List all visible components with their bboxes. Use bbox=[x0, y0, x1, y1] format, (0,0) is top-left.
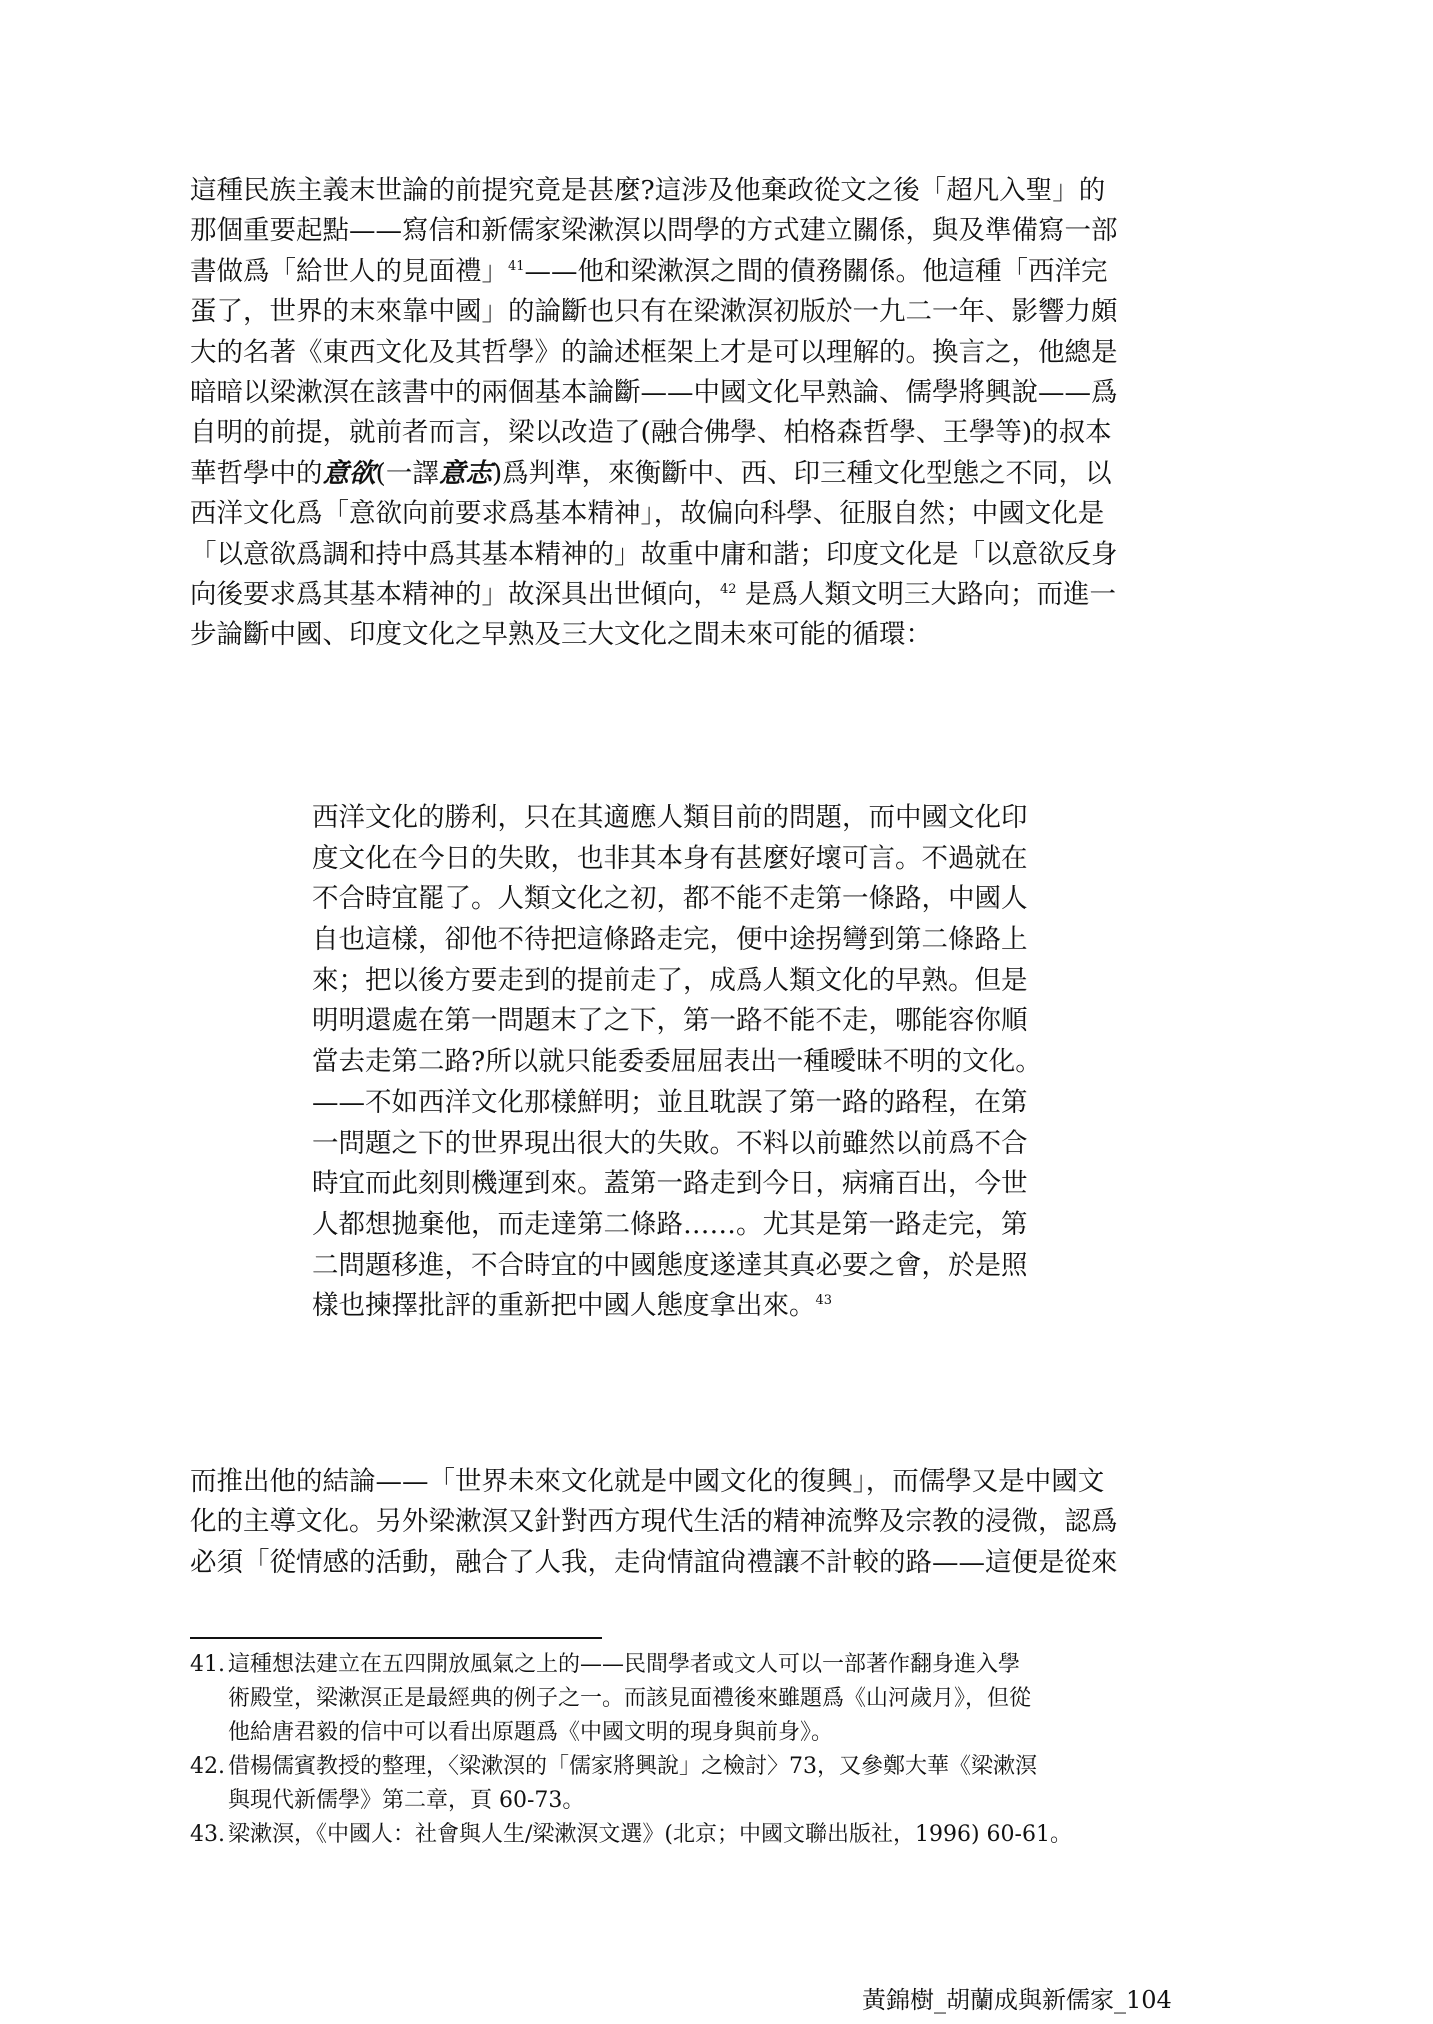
footnote-line: 41. 這種想法建立在五四開放風氣之上的——民間學者或文人可以一部著作翻身進入學 bbox=[190, 1648, 1200, 1682]
body-paragraph-1 bbox=[190, 171, 1190, 656]
block-quote bbox=[312, 798, 1112, 1327]
footnote-line: 43. 梁漱溟，《中國人：社會與人生/梁漱溟文選》(北京；中國文聯出版社，1996) 60-61。 bbox=[190, 1818, 1200, 1852]
quote-line: ——不如西洋文化那樣鮮明；並且耽誤了第一路的路程，在第 bbox=[312, 1086, 1028, 1118]
text-line: 必須「從情感的活動，融合了人我，走尙情誼尙禮讓不計較的路——這便是從來 bbox=[190, 1546, 1118, 1578]
footnote-42 bbox=[190, 1750, 1200, 1818]
quote-line: 當去走第二路?所以就只能委委屈屈表出一種曖昧不明的文化。 bbox=[312, 1046, 1042, 1078]
text-line: 自明的前提，就前者而言，梁以改造了(融合佛學、柏格森哲學、王學等)的叔本 bbox=[190, 417, 1112, 449]
text-line: 化的主導文化。另外梁漱溟又針對西方現代生活的精神流弊及宗教的浸微，認爲 bbox=[190, 1506, 1118, 1538]
text-line: 那個重要起點——寫信和新儒家梁漱溟以問學的方式建立關係，與及準備寫一部 bbox=[190, 215, 1118, 247]
text-line: 而推出他的結論——「世界未來文化就是中國文化的復興」，而儒學又是中國文 bbox=[190, 1466, 1105, 1497]
text-line: 這種民族主義末世論的前提究竟是甚麼?這涉及他棄政從文之後「超凡入聖」的 bbox=[190, 175, 1106, 206]
quote-line: 自也這樣，卻他不待把這條路走完，便中途拐彎到第二條路上 bbox=[312, 924, 1028, 956]
footnote-number: 43. bbox=[190, 1822, 225, 1847]
text-line: 蛋了，世界的末來靠中國」的論斷也只有在梁漱溟初版於一九二一年、影響力頗 bbox=[190, 296, 1118, 328]
page-footer: 黃錦樹_胡蘭成與新儒家_104 bbox=[862, 1986, 1172, 2014]
quote-line: 人都想拋棄他，而走達第二條路……。尤其是第一路走完，第 bbox=[312, 1208, 1028, 1240]
quote-line: 時宜而此刻則機運到來。蓋第一路走到今日，病痛百出，今世 bbox=[312, 1168, 1028, 1200]
quote-line: 樣也揀擇批評的重新把中國人態度拿出來。$^{43}$ bbox=[312, 1290, 833, 1322]
footnote-line: 42. 借楊儒賓教授的整理，〈梁漱溟的「儒家將興說」之檢討〉73，又參鄭大華《梁漱溟 bbox=[190, 1750, 1200, 1784]
text-line: 向後要求爲其基本精神的」故深具出世傾向，$^{42}$ 是爲人類文明三大路向；而進一 bbox=[190, 578, 1116, 610]
footnotes bbox=[190, 1648, 1200, 1852]
text-line: 西洋文化爲「意欲向前要求爲基本精神」，故偏向科學、征服自然；中國文化是 bbox=[190, 498, 1105, 530]
body-paragraph-2 bbox=[190, 1462, 1190, 1583]
quote-line: 西洋文化的勝利，只在其適應人類目前的問題，而中國文化印 bbox=[312, 802, 1028, 833]
text-line: 步論斷中國、印度文化之早熟及三大文化之間未來可能的循環： bbox=[190, 619, 932, 651]
footnote-separator bbox=[190, 1637, 602, 1639]
footnote-line: 術殿堂，梁漱溟正是最經典的例子之一。而該見面禮後來雖題爲《山河歲月》，但從 bbox=[228, 1686, 1032, 1711]
quote-line: 明明還處在第一問題末了之下，第一路不能不走，哪能容你順 bbox=[312, 1005, 1028, 1037]
footnote-number: 42. bbox=[190, 1754, 225, 1779]
footnote-line: 他給唐君毅的信中可以看出原題爲《中國文明的現身與前身》。 bbox=[228, 1720, 834, 1745]
text-line: 暗暗以梁漱溟在該書中的兩個基本論斷——中國文化早熟論、儒學將興說——爲 bbox=[190, 376, 1118, 408]
quote-line: 來；把以後方要走到的提前走了，成爲人類文化的早熟。但是 bbox=[312, 964, 1028, 996]
footnote-41 bbox=[190, 1648, 1200, 1750]
footnote-ref-42[interactable]: 42 bbox=[720, 582, 737, 598]
footnote-ref-41[interactable]: 41 bbox=[508, 258, 525, 274]
quote-line: 一問題之下的世界現出很大的失敗。不料以前雖然以前爲不合 bbox=[312, 1127, 1028, 1159]
text-line: 「以意欲爲調和持中爲其基本精神的」故重中庸和諧；印度文化是「以意欲反身 bbox=[190, 538, 1118, 570]
footnote-43 bbox=[190, 1818, 1200, 1852]
footnote-ref-43[interactable]: 43 bbox=[815, 1293, 833, 1309]
text-line: 書做爲「給世人的見面禮」$^{41}$——他和梁漱溟之間的債務關係。他這種「西洋完 bbox=[190, 255, 1108, 287]
emphasis-term: 意欲 bbox=[322, 457, 376, 489]
text-line: 大的名著《東西文化及其哲學》的論述框架上才是可以理解的。換言之，他總是 bbox=[190, 336, 1118, 368]
quote-line: 不合時宜罷了。人類文化之初，都不能不走第一條路，中國人 bbox=[312, 883, 1028, 915]
quote-line: 二問題移進，不合時宜的中國態度遂達其真必要之會，於是照 bbox=[312, 1249, 1028, 1281]
quote-line: 度文化在今日的失敗，也非其本身有甚麼好壞可言。不過就在 bbox=[312, 842, 1028, 874]
footnote-line: 與現代新儒學》第二章，頁 60-73。 bbox=[228, 1788, 585, 1813]
text-line: 華哲學中的意欲(一譯意志)爲判準，來衡斷中、西、印三種文化型態之不同，以 bbox=[190, 457, 1112, 489]
footnote-number: 41. bbox=[190, 1652, 225, 1677]
emphasis-term: 意志 bbox=[438, 457, 492, 489]
